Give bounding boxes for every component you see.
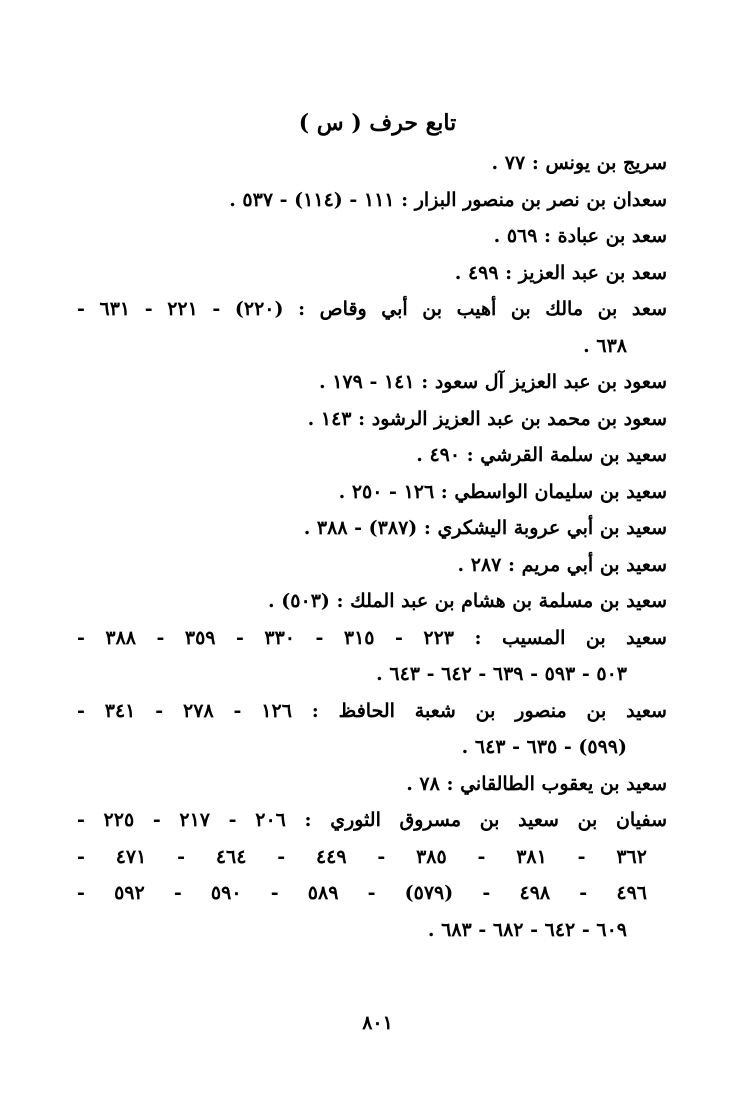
index-entry [77, 182, 667, 219]
index-entry [77, 291, 667, 364]
index-entry [77, 766, 667, 803]
index-entry [77, 693, 667, 766]
entry-continuation-line: ٤٩٦ - ٤٩٨ - (٥٧٩) - ٥٨٩ - ٥٩٠ - ٥٩٢ - [77, 882, 647, 904]
entry-line: سعود بن عبد العزيز آل سعود : ١٤١ - ١٧٩ . [318, 371, 667, 393]
entry-line: سريج بن يونس : ٧٧ . [491, 152, 667, 174]
index-entry [77, 583, 667, 620]
entry-line: سعيد بن أبي عروبة اليشكري : (٣٨٧) - ٣٨٨ . [303, 517, 667, 539]
entry-continuation-line: ٦٠٩ - ٦٤٢ - ٦٨٢ - ٦٨٣ . [427, 918, 627, 941]
index-entry [77, 802, 667, 948]
entry-line: سعد بن عبادة : ٥٦٩ . [493, 225, 667, 247]
page-number: ٨٠١ [362, 1012, 393, 1034]
entry-continuation-line: ٣٦٢ - ٣٨١ - ٣٨٥ - ٤٤٩ - ٤٦٤ - ٤٧١ - [77, 845, 647, 868]
entry-line: سعيد بن مسلمة بن هشام بن عبد الملك : (٥٠٣) . [268, 590, 667, 612]
index-entry [77, 364, 667, 401]
entry-line: سعيد بن سليمان الواسطي : ١٢٦ - ٢٥٠ . [338, 480, 667, 503]
entry-line: سعدان بن نصر بن منصور البزار : ١١١ - (١١٤) - ٥٣٧ . [229, 188, 667, 211]
entry-continuation-line: ٥٠٣ - ٥٩٣ - ٦٣٩ - ٦٤٢ - ٦٤٣ . [376, 663, 627, 685]
index-entry [77, 401, 667, 438]
entry-line: سعيد بن يعقوب الطالقاني : ٧٨ . [406, 772, 667, 795]
index-entry [77, 255, 667, 292]
index-entries [77, 145, 667, 948]
index-entry [77, 474, 667, 511]
entry-line: سفيان بن سعيد بن مسروق الثوري : ٢٠٦ - ٢١٧ - ٢٢٥ - [77, 809, 667, 831]
entry-continuation-line: ٦٣٨ . [583, 334, 627, 357]
index-entry [77, 510, 667, 547]
entry-continuation-line: (٥٩٩) - ٦٣٥ - ٦٤٣ . [461, 736, 627, 758]
index-entry [77, 145, 667, 182]
index-entry [77, 620, 667, 693]
entry-line: سعيد بن سلمة القرشي : ٤٩٠ . [416, 444, 667, 466]
section-heading: تابع حرف ( س ) [298, 110, 457, 136]
index-entry [77, 547, 667, 584]
entry-line: سعد بن عبد العزيز : ٤٩٩ . [454, 261, 667, 284]
entry-line: سعيد بن المسيب : ٢٢٣ - ٣١٥ - ٣٣٠ - ٣٥٩ - ٣٨٨ - [77, 626, 667, 649]
index-entry [77, 218, 667, 255]
entry-line: سعيد بن أبي مريم : ٢٨٧ . [457, 553, 667, 576]
entry-line: سعد بن مالك بن أهيب بن أبي وقاص : (٢٢٠) - ٢٢١ - ٦٣١ - [77, 298, 667, 320]
entry-line: سعيد بن منصور بن شعبة الحافظ : ١٢٦ - ٢٧٨ - ٣٤١ - [77, 699, 667, 722]
index-entry [77, 437, 667, 474]
entry-line: سعود بن محمد بن عبد العزيز الرشود : ١٤٣ . [307, 407, 667, 430]
